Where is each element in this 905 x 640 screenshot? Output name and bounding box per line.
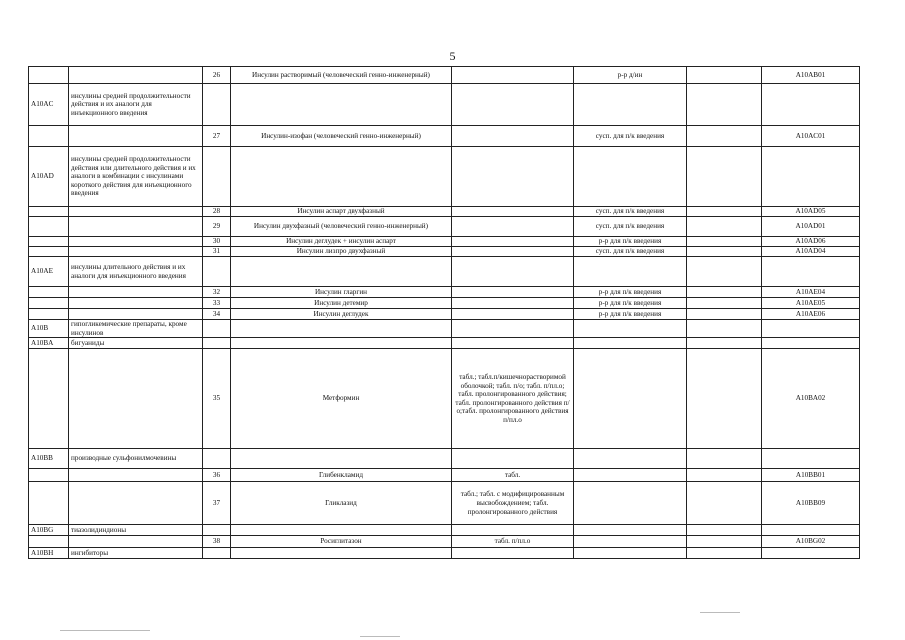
atc-code: A10BB09 bbox=[762, 482, 860, 525]
table-row bbox=[29, 207, 860, 217]
dosage-form bbox=[452, 84, 574, 126]
drug-name: Инсулин лизпро двухфазный bbox=[231, 247, 452, 257]
group-name bbox=[69, 67, 203, 84]
scan-artifact-line bbox=[360, 636, 400, 637]
row-number bbox=[203, 548, 231, 559]
atc-code bbox=[762, 257, 860, 287]
row-number bbox=[203, 147, 231, 207]
table-row bbox=[29, 469, 860, 482]
atc-code: A10AD05 bbox=[762, 207, 860, 217]
row-number bbox=[203, 449, 231, 469]
atc-code: A10AD04 bbox=[762, 247, 860, 257]
atc-group-code bbox=[29, 217, 69, 237]
empty-cell bbox=[687, 548, 762, 559]
row-number bbox=[203, 338, 231, 349]
atc-group-code: A10AD bbox=[29, 147, 69, 207]
group-name: производные сульфонилмочевины bbox=[69, 449, 203, 469]
drug-name: Инсулин-изофан (человеческий генно-инженерный) bbox=[231, 126, 452, 147]
row-number bbox=[203, 84, 231, 126]
group-name: гипогликемические препараты, кроме инсулинов bbox=[69, 320, 203, 338]
dosage-form-alt bbox=[574, 525, 687, 536]
dosage-form: табл.; табл. с модифицированным высвобождением; табл. пролонгированного действия bbox=[452, 482, 574, 525]
drug-registry-table bbox=[28, 66, 860, 559]
drug-name: Инсулин детемир bbox=[231, 298, 452, 309]
dosage-form bbox=[452, 287, 574, 298]
empty-cell bbox=[687, 237, 762, 247]
atc-group-code bbox=[29, 309, 69, 320]
atc-group-code: A10AC bbox=[29, 84, 69, 126]
dosage-form-alt: сусп. для п/к введения bbox=[574, 217, 687, 237]
dosage-form bbox=[452, 207, 574, 217]
dosage-form: табл. п/пл.о bbox=[452, 536, 574, 548]
atc-code: A10BG02 bbox=[762, 536, 860, 548]
dosage-form bbox=[452, 320, 574, 338]
dosage-form-alt bbox=[574, 338, 687, 349]
drug-name: Инсулин деглудек bbox=[231, 309, 452, 320]
group-name: инсулины средней продолжительности действия и их аналоги для инъекционного введения bbox=[69, 84, 203, 126]
group-name bbox=[69, 247, 203, 257]
drug-name bbox=[231, 257, 452, 287]
table-row bbox=[29, 449, 860, 469]
atc-group-code bbox=[29, 298, 69, 309]
dosage-form bbox=[452, 338, 574, 349]
atc-code bbox=[762, 320, 860, 338]
table-row bbox=[29, 536, 860, 548]
atc-code bbox=[762, 338, 860, 349]
row-number bbox=[203, 525, 231, 536]
dosage-form-alt: р-р для п/к введения bbox=[574, 298, 687, 309]
row-number: 36 bbox=[203, 469, 231, 482]
group-name: тиазолидиндионы bbox=[69, 525, 203, 536]
table-row bbox=[29, 217, 860, 237]
table-row bbox=[29, 298, 860, 309]
atc-group-code: A10BA bbox=[29, 338, 69, 349]
group-name bbox=[69, 298, 203, 309]
atc-group-code: A10B bbox=[29, 320, 69, 338]
empty-cell bbox=[687, 257, 762, 287]
drug-name bbox=[231, 449, 452, 469]
empty-cell bbox=[687, 207, 762, 217]
drug-name: Глибенкламид bbox=[231, 469, 452, 482]
table-row bbox=[29, 548, 860, 559]
dosage-form-alt bbox=[574, 147, 687, 207]
dosage-form: табл. bbox=[452, 469, 574, 482]
table-row bbox=[29, 84, 860, 126]
drug-name bbox=[231, 320, 452, 338]
drug-name: Метформин bbox=[231, 349, 452, 449]
dosage-form: табл.; табл.п/кишечнорастворимой оболочкой; табл. п/о; табл. п/пл.о; табл. пролонгированного действия; табл. пролонгированного действия п/о;табл. пролонгированного действия п/пл.о bbox=[452, 349, 574, 449]
dosage-form-alt bbox=[574, 482, 687, 525]
dosage-form bbox=[452, 147, 574, 207]
atc-group-code bbox=[29, 349, 69, 449]
dosage-form bbox=[452, 548, 574, 559]
dosage-form-alt: р-р для п/к введения bbox=[574, 237, 687, 247]
row-number: 32 bbox=[203, 287, 231, 298]
row-number bbox=[203, 320, 231, 338]
empty-cell bbox=[687, 525, 762, 536]
row-number: 28 bbox=[203, 207, 231, 217]
drug-name: Инсулин аспарт двухфазный bbox=[231, 207, 452, 217]
dosage-form-alt bbox=[574, 257, 687, 287]
table-row bbox=[29, 287, 860, 298]
row-number: 33 bbox=[203, 298, 231, 309]
dosage-form-alt: сусп. для п/к введения bbox=[574, 126, 687, 147]
atc-code: A10AD06 bbox=[762, 237, 860, 247]
table-row bbox=[29, 147, 860, 207]
dosage-form bbox=[452, 449, 574, 469]
atc-group-code bbox=[29, 482, 69, 525]
atc-code: A10AB01 bbox=[762, 67, 860, 84]
empty-cell bbox=[687, 320, 762, 338]
atc-group-code: A10BB bbox=[29, 449, 69, 469]
dosage-form-alt bbox=[574, 449, 687, 469]
dosage-form-alt: сусп. для п/к введения bbox=[574, 247, 687, 257]
row-number: 38 bbox=[203, 536, 231, 548]
empty-cell bbox=[687, 298, 762, 309]
atc-code: A10BA02 bbox=[762, 349, 860, 449]
atc-group-code: A10BG bbox=[29, 525, 69, 536]
empty-cell bbox=[687, 482, 762, 525]
drug-name bbox=[231, 84, 452, 126]
dosage-form bbox=[452, 257, 574, 287]
empty-cell bbox=[687, 84, 762, 126]
atc-group-code: A10AE bbox=[29, 257, 69, 287]
empty-cell bbox=[687, 67, 762, 84]
empty-cell bbox=[687, 247, 762, 257]
dosage-form bbox=[452, 247, 574, 257]
dosage-form-alt bbox=[574, 536, 687, 548]
atc-group-code bbox=[29, 67, 69, 84]
dosage-form bbox=[452, 126, 574, 147]
atc-code: A10AE06 bbox=[762, 309, 860, 320]
table-row bbox=[29, 309, 860, 320]
page-number: 5 bbox=[449, 49, 456, 63]
table-row bbox=[29, 67, 860, 84]
drug-name bbox=[231, 147, 452, 207]
dosage-form-alt bbox=[574, 548, 687, 559]
group-name bbox=[69, 349, 203, 449]
drug-name: Гликлазид bbox=[231, 482, 452, 525]
atc-code: A10AC01 bbox=[762, 126, 860, 147]
drug-name bbox=[231, 525, 452, 536]
table-row bbox=[29, 338, 860, 349]
group-name: бигуаниды bbox=[69, 338, 203, 349]
dosage-form-alt: р-р для п/к введения bbox=[574, 309, 687, 320]
group-name bbox=[69, 287, 203, 298]
group-name bbox=[69, 469, 203, 482]
table-row bbox=[29, 237, 860, 247]
atc-group-code bbox=[29, 536, 69, 548]
table-row bbox=[29, 320, 860, 338]
table-row bbox=[29, 257, 860, 287]
drug-name: Инсулин гларгин bbox=[231, 287, 452, 298]
dosage-form bbox=[452, 298, 574, 309]
atc-code bbox=[762, 147, 860, 207]
atc-group-code bbox=[29, 126, 69, 147]
drug-name: Инсулин двухфазный (человеческий генно-инженерный) bbox=[231, 217, 452, 237]
scan-artifact-line bbox=[700, 612, 740, 613]
atc-code: A10AD01 bbox=[762, 217, 860, 237]
empty-cell bbox=[687, 147, 762, 207]
atc-group-code bbox=[29, 207, 69, 217]
empty-cell bbox=[687, 217, 762, 237]
atc-group-code bbox=[29, 237, 69, 247]
drug-name: Росиглитазон bbox=[231, 536, 452, 548]
row-number: 26 bbox=[203, 67, 231, 84]
group-name bbox=[69, 207, 203, 217]
empty-cell bbox=[687, 287, 762, 298]
atc-code bbox=[762, 548, 860, 559]
atc-group-code: A10BH bbox=[29, 548, 69, 559]
row-number: 35 bbox=[203, 349, 231, 449]
group-name bbox=[69, 126, 203, 147]
group-name: ингибиторы bbox=[69, 548, 203, 559]
row-number: 31 bbox=[203, 247, 231, 257]
drug-name bbox=[231, 548, 452, 559]
group-name bbox=[69, 217, 203, 237]
table-row bbox=[29, 482, 860, 525]
dosage-form bbox=[452, 237, 574, 247]
row-number: 27 bbox=[203, 126, 231, 147]
dosage-form-alt bbox=[574, 84, 687, 126]
empty-cell bbox=[687, 469, 762, 482]
atc-code: A10AE05 bbox=[762, 298, 860, 309]
atc-code bbox=[762, 84, 860, 126]
dosage-form bbox=[452, 67, 574, 84]
table-row bbox=[29, 349, 860, 449]
atc-code bbox=[762, 449, 860, 469]
drug-name bbox=[231, 338, 452, 349]
dosage-form-alt bbox=[574, 349, 687, 449]
row-number bbox=[203, 257, 231, 287]
table-row bbox=[29, 247, 860, 257]
group-name bbox=[69, 237, 203, 247]
empty-cell bbox=[687, 309, 762, 320]
table-row bbox=[29, 525, 860, 536]
atc-code bbox=[762, 525, 860, 536]
atc-code: A10BB01 bbox=[762, 469, 860, 482]
empty-cell bbox=[687, 338, 762, 349]
dosage-form-alt bbox=[574, 320, 687, 338]
drug-name: Инсулин растворимый (человеческий генно-инженерный) bbox=[231, 67, 452, 84]
dosage-form-alt: сусп. для п/к введения bbox=[574, 207, 687, 217]
group-name bbox=[69, 482, 203, 525]
row-number: 30 bbox=[203, 237, 231, 247]
dosage-form bbox=[452, 217, 574, 237]
dosage-form-alt: р-р для п/к введения bbox=[574, 287, 687, 298]
group-name: инсулины длительного действия и их аналоги для инъекционного введения bbox=[69, 257, 203, 287]
drug-name: Инсулин деглудек + инсулин аспарт bbox=[231, 237, 452, 247]
row-number: 34 bbox=[203, 309, 231, 320]
group-name bbox=[69, 309, 203, 320]
empty-cell bbox=[687, 536, 762, 548]
dosage-form bbox=[452, 525, 574, 536]
atc-group-code bbox=[29, 469, 69, 482]
empty-cell bbox=[687, 449, 762, 469]
group-name bbox=[69, 536, 203, 548]
scan-artifact-line bbox=[60, 630, 150, 631]
dosage-form bbox=[452, 309, 574, 320]
empty-cell bbox=[687, 349, 762, 449]
row-number: 37 bbox=[203, 482, 231, 525]
dosage-form-alt bbox=[574, 469, 687, 482]
group-name: инсулины средней продолжительности действия или длительного действия и их аналоги в комбинации с инсулинами короткого действия для инъекционного введения bbox=[69, 147, 203, 207]
atc-code: A10AE04 bbox=[762, 287, 860, 298]
row-number: 29 bbox=[203, 217, 231, 237]
empty-cell bbox=[687, 126, 762, 147]
dosage-form-alt: р-р д/ин bbox=[574, 67, 687, 84]
atc-group-code bbox=[29, 287, 69, 298]
table-row bbox=[29, 126, 860, 147]
atc-group-code bbox=[29, 247, 69, 257]
